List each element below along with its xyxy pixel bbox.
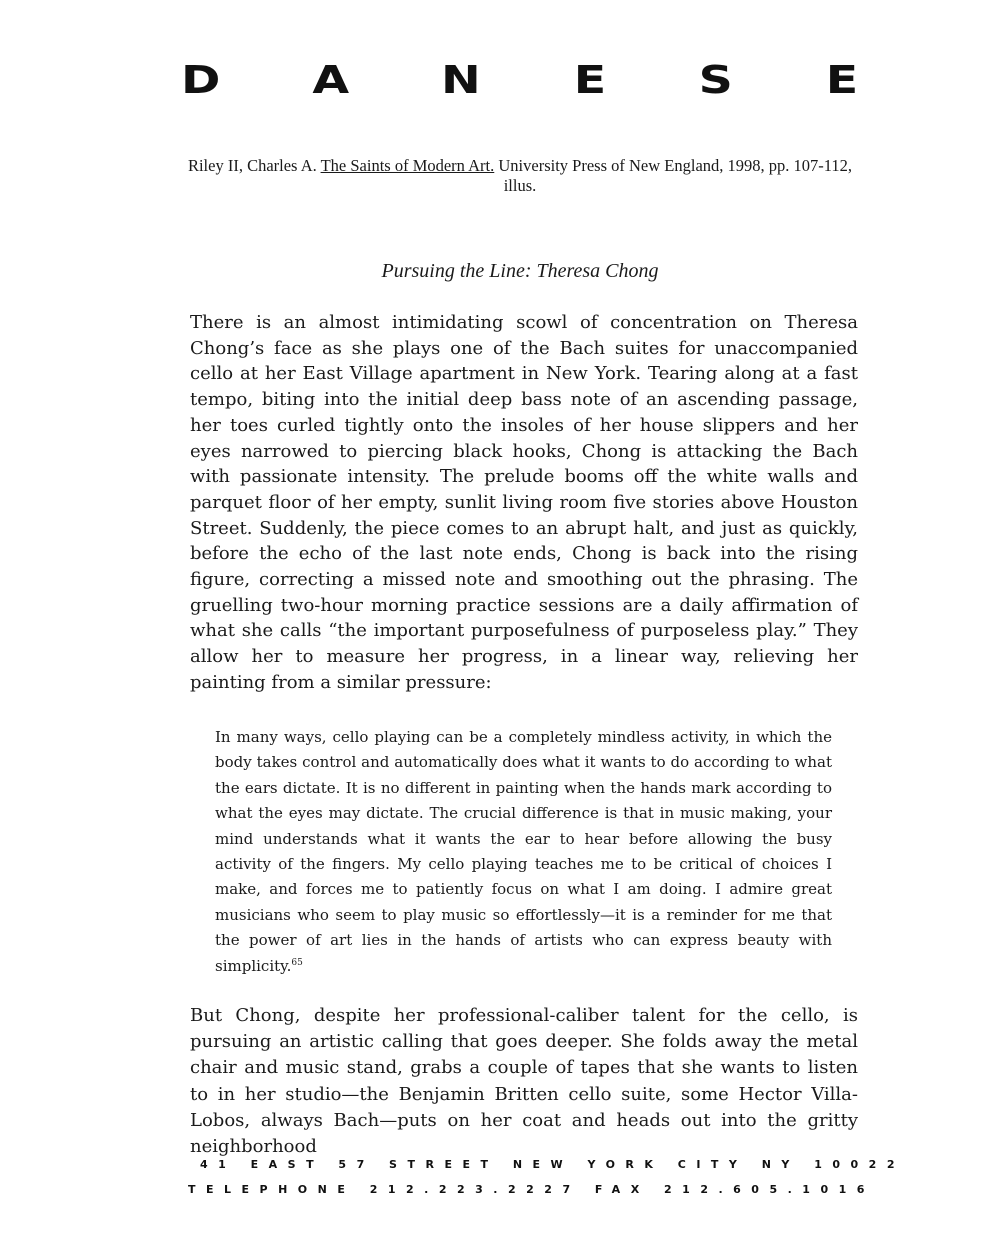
letterhead-letter: A — [312, 58, 350, 102]
letterhead-letter: E — [825, 58, 859, 102]
citation-title: The Saints of Modern Art. — [320, 156, 495, 175]
block-quote-text: In many ways, cello playing can be a completely mindless activity, in which the body takes control and automatically does what it wants to do according to what the ears dictate. It is no different in painting when the hands mark according to what the eyes may dictate. The crucial difference is that in music making, your mind understands what it wants the ear to hear before allowing the busy activity of the fingers. My cello playing teaches me to be critical of choices I make, and forces me to patiently focus on what I am doing. I admire great musicians who seem to play music so effortlessly—it is a reminder for me that the power of art lies in the hands of artists who can express beauty with simplicity. — [215, 728, 832, 975]
letterhead-letter: E — [573, 58, 606, 102]
letterhead-letter: S — [698, 58, 733, 102]
footer-address: 41 EAST 57 STREET NEW YORK CITY NY 10022 — [200, 1158, 905, 1171]
letterhead-logo — [181, 58, 859, 102]
letterhead-letter: D — [181, 58, 221, 102]
citation-publisher: University Press of New England, 1998, pp. 107-112, illus. — [494, 156, 853, 195]
block-quote — [215, 725, 832, 979]
letterhead-letter: N — [441, 58, 481, 102]
body-paragraph-1: There is an almost intimidating scowl of concentration on Theresa Chong’s face as she plays one of the Bach suites for unaccompanied cello at her East Village apartment in New York. Tearing along at a fast tempo, biting into the initial deep bass note of an ascending passage, her toes curled tightly onto the insoles of her house slippers and her eyes narrowed to piercing black hooks, Chong is attacking the Bach with passionate intensity. The prelude booms off the white walls and parquet floor of her empty, sunlit living room five stories above Houston Street. Suddenly, the piece comes to an abrupt halt, and just as quickly, before the echo of the last note ends, Chong is back into the rising figure, correcting a missed note and smoothing out the phrasing. The gruelling two-hour morning practice sessions are a daily affirmation of what she calls “the important purposefulness of purposeless play.” They allow her to measure her progress, in a linear way, relieving her painting from a similar pressure: — [190, 312, 858, 693]
citation-author: Riley II, Charles A. — [187, 156, 321, 175]
footer-phone: TELEPHONE 212.223.2227 FAX 212.605.1016 — [188, 1183, 875, 1196]
footnote-marker: 65 — [291, 957, 303, 968]
citation — [185, 156, 855, 196]
section-title: Pursuing the Line: Theresa Chong — [381, 260, 659, 282]
body-paragraph-2: But Chong, despite her professional-caliber talent for the cello, is pursuing an artistic calling that goes deeper. She folds away the metal chair and music stand, grabs a couple of tapes that she wants to listen to in her studio—the Benjamin Britten cello suite, some Hector Villa-Lobos, always Bach—puts on her coat and heads out into the gritty neighborhood — [190, 1005, 858, 1158]
